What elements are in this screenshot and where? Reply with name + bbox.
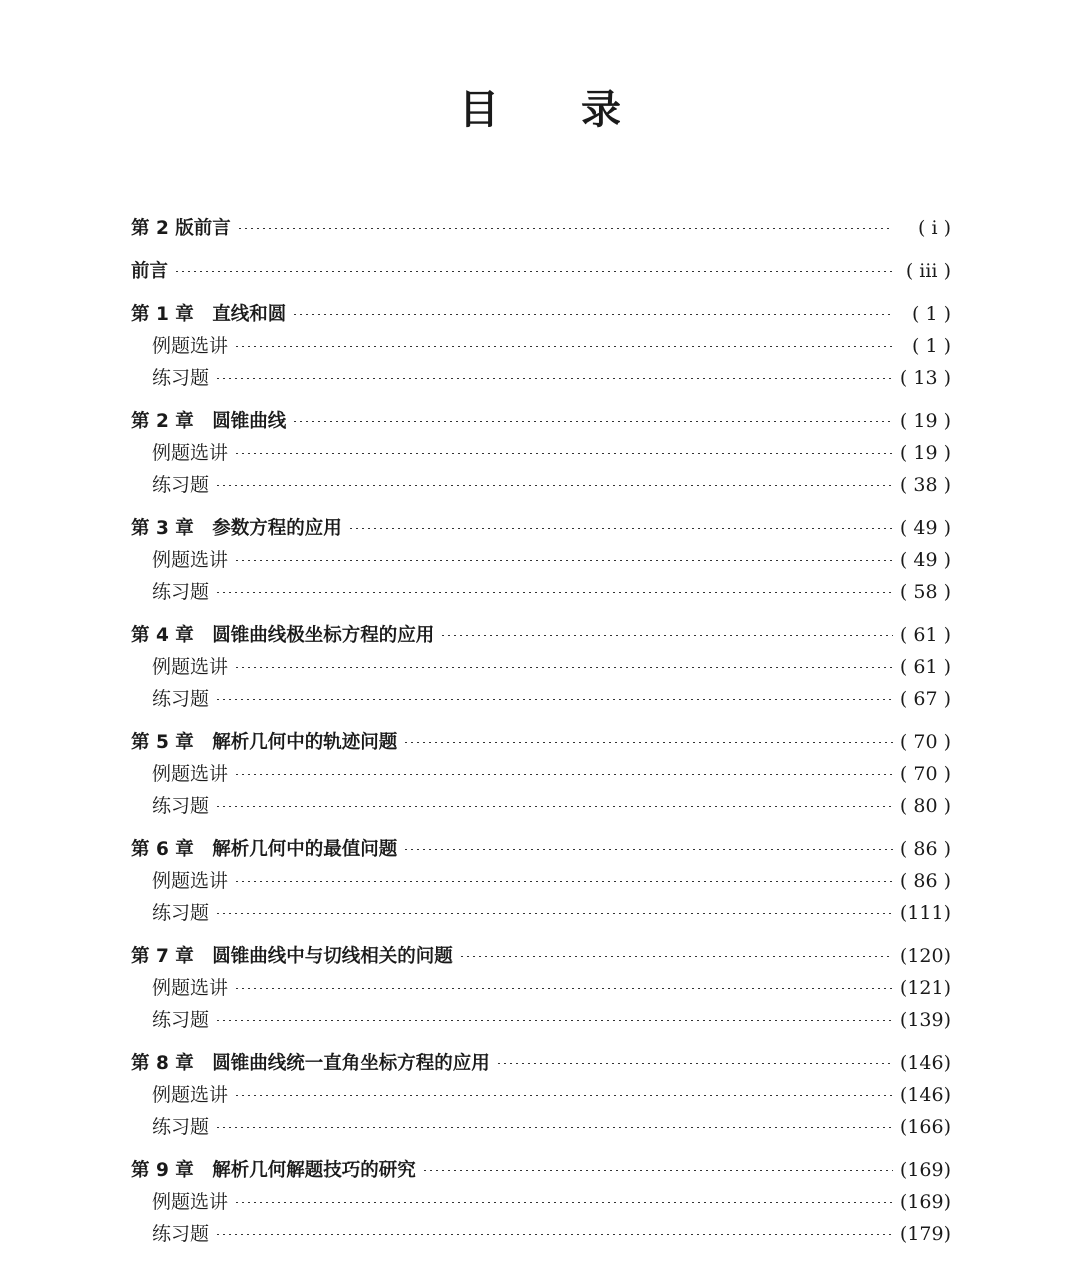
dot-leader: [403, 849, 893, 850]
toc-chapter-entry[interactable]: [131, 619, 951, 651]
dot-leader: [215, 806, 893, 807]
dot-leader: [440, 635, 893, 636]
toc-section-entry[interactable]: [131, 1111, 951, 1143]
toc-page-number: ( 58 ): [899, 581, 951, 603]
dot-leader: [348, 528, 893, 529]
toc-entry-label: 第 5 章 解析几何中的轨迹问题: [131, 732, 398, 753]
dot-leader: [234, 774, 893, 775]
toc-page-number: ( 1 ): [912, 303, 951, 325]
toc-chapter-entry[interactable]: [131, 940, 951, 972]
toc-page-number: ( 13 ): [899, 367, 951, 389]
toc-page-number: (146): [899, 1084, 951, 1106]
dot-leader: [215, 485, 893, 486]
toc-page-number: ( 86 ): [899, 870, 951, 892]
toc-section-entry[interactable]: [131, 1186, 951, 1218]
toc-entry-label: 前言: [131, 261, 169, 282]
dot-leader: [234, 1095, 893, 1096]
dot-leader: [215, 378, 893, 379]
toc-chapter-entry[interactable]: [131, 255, 951, 287]
dot-leader: [234, 881, 893, 882]
toc-chapter-entry[interactable]: [131, 1154, 951, 1186]
toc-chapter-entry[interactable]: [131, 512, 951, 544]
toc-page-number: ( 70 ): [899, 763, 951, 785]
toc-section-entry[interactable]: [131, 330, 951, 362]
toc-page-number: ( 1 ): [912, 335, 951, 357]
toc-entry-label: 例题选讲: [152, 870, 229, 892]
toc-section-entry[interactable]: [131, 1218, 951, 1250]
toc-entry-label: 例题选讲: [152, 1084, 229, 1106]
toc-entry-label: 第 1 章 直线和圆: [131, 304, 287, 325]
toc-page-number: (111): [899, 902, 951, 924]
dot-leader: [292, 421, 893, 422]
toc-entry-label: 练习题: [152, 367, 210, 389]
toc-entry-label: 第 2 版前言: [131, 218, 231, 239]
toc-chapter-entry[interactable]: [131, 833, 951, 865]
toc-entry-label: 第 9 章 解析几何解题技巧的研究: [131, 1160, 416, 1181]
toc-section-entry[interactable]: [131, 972, 951, 1004]
toc-entry-label: 第 3 章 参数方程的应用: [131, 518, 342, 539]
dot-leader: [234, 667, 893, 668]
toc-page-number: (166): [899, 1116, 951, 1138]
toc-entry-label: 练习题: [152, 795, 210, 817]
toc-page-number: ( ⅰ ): [918, 217, 951, 239]
toc-entry-label: 练习题: [152, 581, 210, 603]
page-title-char: 目: [459, 87, 499, 133]
toc-entry-label: 第 8 章 圆锥曲线统一直角坐标方程的应用: [131, 1053, 490, 1074]
dot-leader: [215, 699, 893, 700]
toc-entry-label: 练习题: [152, 1116, 210, 1138]
dot-leader: [215, 913, 893, 914]
toc-page-number: ( ⅲ ): [905, 260, 951, 282]
toc-page-number: (169): [899, 1159, 951, 1181]
toc-entry-label: 例题选讲: [152, 1191, 229, 1213]
dot-leader: [215, 1020, 893, 1021]
dot-leader: [403, 742, 893, 743]
toc-section-entry[interactable]: [131, 1079, 951, 1111]
table-of-contents: [131, 212, 951, 1250]
toc-page-number: (120): [899, 945, 951, 967]
dot-leader: [496, 1063, 893, 1064]
toc-section-entry[interactable]: [131, 897, 951, 929]
toc-section-entry[interactable]: [131, 362, 951, 394]
toc-entry-label: 例题选讲: [152, 977, 229, 999]
toc-section-entry[interactable]: [131, 437, 951, 469]
dot-leader: [237, 228, 893, 229]
toc-section-entry[interactable]: [131, 1004, 951, 1036]
toc-page-number: ( 86 ): [899, 838, 951, 860]
toc-page-number: ( 61 ): [899, 656, 951, 678]
toc-section-entry[interactable]: [131, 683, 951, 715]
toc-chapter-entry[interactable]: [131, 405, 951, 437]
dot-leader: [215, 1234, 893, 1235]
toc-entry-label: 练习题: [152, 474, 210, 496]
toc-entry-label: 练习题: [152, 1009, 210, 1031]
dot-leader: [174, 271, 893, 272]
dot-leader: [234, 988, 893, 989]
dot-leader: [292, 314, 893, 315]
dot-leader: [422, 1170, 893, 1171]
toc-page-number: ( 19 ): [899, 442, 951, 464]
toc-section-entry[interactable]: [131, 544, 951, 576]
toc-section-entry[interactable]: [131, 790, 951, 822]
toc-page-number: (169): [899, 1191, 951, 1213]
toc-entry-label: 例题选讲: [152, 763, 229, 785]
toc-section-entry[interactable]: [131, 469, 951, 501]
toc-chapter-entry[interactable]: [131, 726, 951, 758]
dot-leader: [234, 1202, 893, 1203]
dot-leader: [459, 956, 893, 957]
dot-leader: [234, 453, 893, 454]
toc-chapter-entry[interactable]: [131, 212, 951, 244]
toc-entry-label: 例题选讲: [152, 335, 229, 357]
toc-entry-label: 练习题: [152, 688, 210, 710]
toc-entry-label: 例题选讲: [152, 549, 229, 571]
dot-leader: [234, 346, 893, 347]
toc-page-number: (179): [899, 1223, 951, 1245]
toc-section-entry[interactable]: [131, 651, 951, 683]
toc-chapter-entry[interactable]: [131, 298, 951, 330]
page-title: [0, 78, 1080, 135]
toc-page-number: ( 49 ): [899, 549, 951, 571]
toc-page-number: ( 49 ): [899, 517, 951, 539]
toc-entry-label: 第 2 章 圆锥曲线: [131, 411, 287, 432]
dot-leader: [215, 1127, 893, 1128]
toc-page-number: (139): [899, 1009, 951, 1031]
toc-page-number: ( 19 ): [899, 410, 951, 432]
toc-entry-label: 例题选讲: [152, 442, 229, 464]
toc-page-number: ( 61 ): [899, 624, 951, 646]
dot-leader: [234, 560, 893, 561]
toc-page-number: ( 38 ): [899, 474, 951, 496]
toc-entry-label: 第 6 章 解析几何中的最值问题: [131, 839, 398, 860]
toc-entry-label: 第 7 章 圆锥曲线中与切线相关的问题: [131, 946, 453, 967]
toc-entry-label: 第 4 章 圆锥曲线极坐标方程的应用: [131, 625, 435, 646]
dot-leader: [215, 592, 893, 593]
toc-page-number: ( 70 ): [899, 731, 951, 753]
toc-entry-label: 练习题: [152, 1223, 210, 1245]
toc-entry-label: 练习题: [152, 902, 210, 924]
toc-entry-label: 例题选讲: [152, 656, 229, 678]
toc-page-number: ( 80 ): [899, 795, 951, 817]
toc-chapter-entry[interactable]: [131, 1047, 951, 1079]
toc-section-entry[interactable]: [131, 758, 951, 790]
toc-page-number: (121): [899, 977, 951, 999]
page-title-char: 录: [581, 87, 621, 133]
toc-page-number: ( 67 ): [899, 688, 951, 710]
toc-page-number: (146): [899, 1052, 951, 1074]
toc-section-entry[interactable]: [131, 865, 951, 897]
toc-section-entry[interactable]: [131, 576, 951, 608]
